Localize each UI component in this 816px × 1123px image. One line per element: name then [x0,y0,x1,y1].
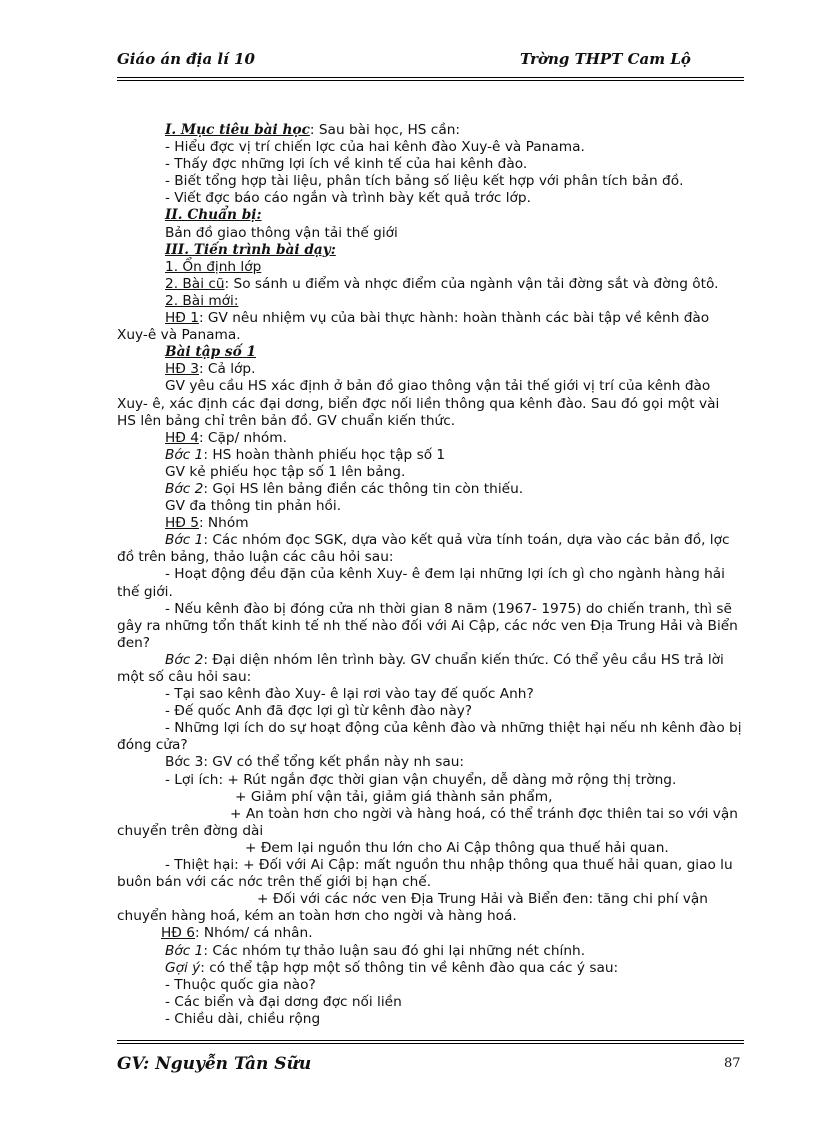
hd6-text: : Nhóm/ cá nhân. [194,925,313,942]
page-number: 87 [724,1056,741,1071]
sec1-heading [117,122,742,139]
hd4-b1-label: Bớc 1 [165,446,204,463]
hd6-goi-label: Gợi ý [165,959,201,976]
hd5-b2 [117,652,742,686]
document-body [117,122,742,1028]
hd1 [117,310,742,344]
hd4-b2-label: Bớc 2 [165,480,204,497]
hd6-b1-label: Bớc 1 [165,942,204,959]
hd5-b2-text: : Đại diện nhóm lên trình bày. GV chuẩn kiến thức. Có thể yêu cầu HS trả lời một số câu hỏi sau: [117,651,724,685]
sec1-item-2: - Thấy đợc những lợi ích về kinh tế của hai kênh đào. [165,156,528,173]
step-2-text: : So sánh u điểm và nhợc điểm của ngành vận tải đờng sắt và đờng ôtô. [224,275,719,292]
sec1-item-3: - Biết tổng hợp tài liệu, phân tích bảng số liệu kết hợp với phân tích bản đồ. [165,173,684,190]
hd4-b1 [117,447,742,464]
benefit-3: + An toàn hơn cho ngời và hàng hoá, có thể tránh đợc thiên tai so với vận chuyển trên đờng dài [117,805,738,839]
sec1-intro: : Sau bài học, HS cần: [309,122,461,138]
hd4-text: : Cặp/ nhóm. [198,429,287,446]
hd5-b1-text: : Các nhóm đọc SGK, dựa vào kết quả vừa tính toán, dựa vào các bản đồ, lợc đồ trên bảng, thảo luận các câu hỏi sau: [117,532,730,566]
step-2 [117,276,742,293]
header-right: Trờng THPT Cam Lộ [520,50,691,68]
hd6-item-1: - Thuộc quốc gia nào? [165,976,316,993]
sec3-title: III. Tiến trình bài dạy: [165,241,336,258]
hd1-text: : GV nêu nhiệm vụ của bài thực hành: hoàn thành các bài tập về kênh đào Xuy-ê và Panama. [117,310,710,344]
hd5-text: : Nhóm [198,515,249,532]
header-rule-bottom [117,80,744,81]
benefit-1: - Lợi ích: + Rút ngắn đợc thời gian vận chuyển, dễ dàng mở rộng thị trờng. [165,771,677,788]
hd4-b1-text: : HS hoàn thành phiếu học tập số 1 [203,446,446,463]
hd1-label: HĐ 1 [165,310,199,327]
footer-rule-top [117,1040,744,1041]
hd3 [117,361,742,378]
sec1-title: I. Mục tiêu bài học [165,122,310,138]
footer-author: GV: Nguyễn Tân Sữu [117,1054,312,1074]
bt1-title: Bài tập số 1 [165,344,257,361]
header-rule-top [117,77,744,78]
footer-rule-bottom [117,1043,744,1044]
hd5-q5: - Những lợi ích do sự hoạt động của kênh đào và những thiệt hại nếu nh kênh đào bị đóng cửa? [117,720,742,754]
hd6-goi [117,960,742,977]
hd3-label: HĐ 3 [165,361,199,378]
hd5-b1 [117,532,742,566]
hd5-b1-label: Bớc 1 [165,532,204,549]
step-1: 1. Ổn định lớp [165,258,262,275]
hd6-goi-text: : có thể tập hợp một số thông tin về kênh đào qua các ý sau: [200,959,619,976]
header-left: Giáo án địa lí 10 [117,50,255,68]
hd4-b2-text: : Gọi HS lên bảng điền các thông tin còn thiếu. [203,480,524,497]
hd4 [117,430,742,447]
damage-1: - Thiệt hại: + Đối với Ai Cập: mất nguồn thu nhập thông qua thuế hải quan, giao lu buôn bán với các nớc trên thế giới bị hạn chế. [117,857,733,891]
hd3-desc: GV yêu cầu HS xác định ở bản đồ giao thông vận tải thế giới vị trí của kênh đào Xuy- ê, xác định các đại dơng, biển đợc nối liền thông qua kênh đào. Sau đó gọi một vài HS lên bảng chỉ trên bản đồ. GV chuẩn kiến thức. [117,378,720,429]
hd5-b2-label: Bớc 2 [165,651,204,668]
sec1-item-4: - Viết đợc báo cáo ngắn và trình bày kết quả trớc lớp. [165,190,531,207]
sec1-item-1: - Hiểu đợc vị trí chiến lợc của hai kênh đào Xuy-ê và Panama. [165,139,585,156]
hd5-b3: Bớc 3: GV có thể tổng kết phần này nh sau: [165,754,465,771]
hd5-label: HĐ 5 [165,515,199,532]
step-3: 2. Bài mới: [165,292,239,309]
hd4-label: HĐ 4 [165,429,199,446]
hd4-gv1: GV kẻ phiếu học tập số 1 lên bảng. [165,463,406,480]
hd6-label: HĐ 6 [161,925,195,942]
hd6-item-3: - Chiều dài, chiều rộng [165,1010,321,1027]
hd6-b1 [117,943,742,960]
hd5-q3: - Tại sao kênh đào Xuy- ê lại rơi vào tay đế quốc Anh? [165,686,534,703]
hd6 [117,925,742,942]
hd4-b2 [117,481,742,498]
hd5-q2: - Nếu kênh đào bị đóng cửa nh thời gian 8 năm (1967- 1975) do chiến tranh, thì sẽ gây ra những tổn thất kinh tế nh thế nào đối với Ai Cập, các nớc ven Địa Trung Hải và Biển đen? [117,600,738,651]
hd3-text: : Cả lớp. [198,361,256,378]
sec2-title: II. Chuẩn bị: [165,207,262,224]
hd6-b1-text: : Các nhóm tự thảo luận sau đó ghi lại những nét chính. [203,942,586,959]
damage-2: + Đối với các nớc ven Địa Trung Hải và Biển đen: tăng chi phí vận chuyển hàng hoá, kém an toàn hơn cho ngời và hàng hoá. [117,891,708,925]
step-2-label: 2. Bài cũ [165,275,225,292]
benefit-2: + Giảm phí vận tải, giảm giá thành sản phẩm, [235,788,553,805]
benefit-4: + Đem lại nguồn thu lớn cho Ai Cập thông qua thuế hải quan. [245,839,669,856]
sec2-text: Bản đồ giao thông vận tải thế giới [165,224,398,241]
hd5 [117,515,742,532]
hd5-q1: - Hoạt động đều đặn của kênh Xuy- ê đem lại những lợi ích gì cho ngành hàng hải thế giới. [117,566,725,600]
hd6-item-2: - Các biển và đại dơng đợc nối liền [165,993,402,1010]
hd5-q4: - Đế quốc Anh đã đợc lợi gì từ kênh đào này? [165,703,473,720]
hd4-gv2: GV đa thông tin phản hồi. [165,498,342,515]
